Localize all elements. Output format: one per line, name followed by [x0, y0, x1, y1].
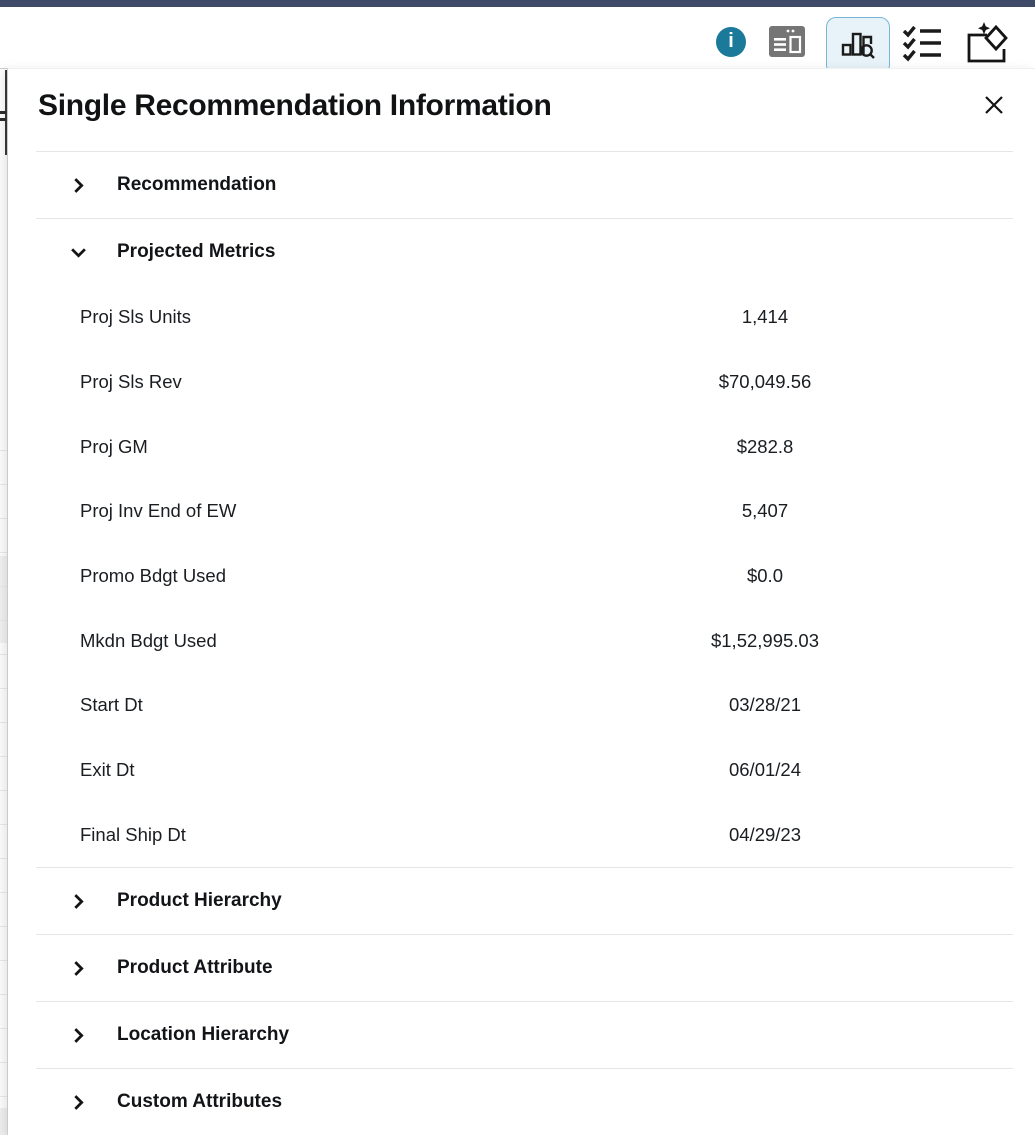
- panel-header: [8, 69, 1035, 151]
- field-row: [8, 544, 1035, 609]
- field-row: [8, 479, 1035, 544]
- chevron-icon: [70, 1027, 87, 1044]
- field-label: Proj GM: [80, 435, 148, 457]
- field-row: [8, 673, 1035, 738]
- field-row: [8, 350, 1035, 415]
- field-label: Promo Bdgt Used: [80, 565, 227, 587]
- field-value: $0.0: [746, 565, 783, 587]
- section: [8, 218, 1035, 867]
- field-label: Proj Sls Units: [80, 306, 192, 328]
- checklist-icon: [901, 23, 945, 68]
- field-row: [8, 803, 1035, 868]
- chevron-icon: [70, 244, 87, 261]
- field-row: [8, 414, 1035, 479]
- form-view-button[interactable]: [767, 25, 807, 61]
- section-label: Recommendation: [117, 174, 277, 195]
- section: [8, 1068, 1035, 1135]
- section-header[interactable]: [8, 219, 1035, 285]
- page-toolbar: [0, 7, 1035, 70]
- sections: [8, 151, 1035, 1135]
- section-label: Custom Attributes: [117, 1091, 283, 1113]
- form-view-icon: [768, 25, 806, 62]
- section-header[interactable]: [8, 152, 1035, 218]
- info-button[interactable]: [716, 27, 746, 57]
- field-label: Mkdn Bdgt Used: [80, 629, 217, 651]
- section-label: Product Hierarchy: [117, 890, 282, 912]
- field-row: [8, 738, 1035, 803]
- page-title: Single Recommendation Information: [38, 89, 552, 122]
- field-value: 5,407: [741, 500, 789, 522]
- info-icon: i: [728, 30, 734, 52]
- section: [8, 934, 1035, 1001]
- chevron-icon: [70, 1094, 87, 1111]
- hamburger-icon: [0, 111, 6, 114]
- section-label: Location Hierarchy: [117, 1024, 290, 1046]
- field-value: 04/29/23: [728, 823, 801, 845]
- section: [8, 867, 1035, 934]
- chevron-icon: [70, 960, 87, 977]
- checklist-button[interactable]: [900, 23, 946, 67]
- section-header[interactable]: [8, 935, 1035, 1001]
- section: [8, 1001, 1035, 1068]
- chevron-icon: [70, 893, 87, 910]
- field-label: Final Ship Dt: [80, 823, 186, 845]
- field-label: Proj Sls Rev: [80, 371, 182, 393]
- chart-search-button[interactable]: [826, 17, 890, 75]
- close-icon: [982, 93, 1006, 120]
- field-value: $70,049.56: [718, 371, 812, 393]
- section-label: Projected Metrics: [117, 241, 276, 262]
- field-value: $1,52,995.03: [710, 629, 820, 651]
- share-sparkle-button[interactable]: [960, 19, 1012, 69]
- field-value: 1,414: [741, 306, 789, 328]
- field-value: 06/01/24: [728, 759, 801, 781]
- share-sparkle-icon: [962, 20, 1010, 69]
- section-fields: [8, 285, 1035, 867]
- section-header[interactable]: [8, 868, 1035, 934]
- section-header[interactable]: [8, 1002, 1035, 1068]
- field-label: Exit Dt: [80, 759, 135, 781]
- field-row: [8, 285, 1035, 350]
- chart-search-icon: [840, 26, 876, 67]
- top-app-bar: [0, 0, 1035, 7]
- single-recommendation-panel: [8, 68, 1035, 1135]
- background-page-edge: [0, 0, 8, 1135]
- field-label: Proj Inv End of EW: [80, 500, 237, 522]
- section: [8, 151, 1035, 218]
- close-button[interactable]: [979, 91, 1009, 121]
- section-label: Product Attribute: [117, 957, 273, 979]
- field-value: $282.8: [736, 435, 794, 457]
- section-header[interactable]: [8, 1069, 1035, 1135]
- field-row: [8, 608, 1035, 673]
- chevron-icon: [70, 177, 87, 194]
- field-value: 03/28/21: [728, 694, 801, 716]
- field-label: Start Dt: [80, 694, 143, 716]
